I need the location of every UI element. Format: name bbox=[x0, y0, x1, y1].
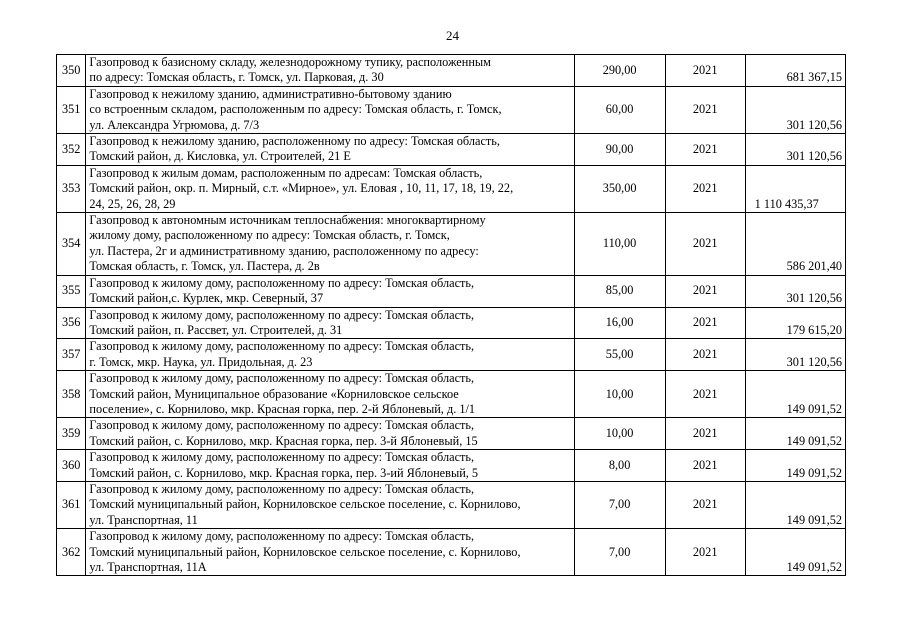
description-line: поселение», с. Корнилово, мкр. Красная горка, пер. 2-й Яблоневый, д. 1/1 bbox=[89, 401, 476, 416]
row-number: 354 bbox=[57, 213, 86, 276]
length-value: 7,00 bbox=[574, 529, 665, 576]
registry-table bbox=[56, 54, 846, 576]
description-line: Газопровод к жилому дому, расположенному по адресу: Томская область, bbox=[89, 481, 475, 496]
description-line: Томский район, с. Корнилово, мкр. Красная горка, пер. 3-й Яблоневый, 15 bbox=[89, 433, 478, 448]
year-value: 2021 bbox=[665, 55, 745, 87]
object-description bbox=[86, 213, 574, 276]
year-value: 2021 bbox=[665, 529, 745, 576]
description-line: Газопровод к нежилому зданию, административно-бытовому зданию bbox=[89, 86, 452, 101]
description-line: ул. Пастера, 2г и административному зданию, расположенному по адресу: bbox=[89, 243, 479, 258]
length-value: 90,00 bbox=[574, 134, 665, 166]
row-number: 362 bbox=[57, 529, 86, 576]
description-line: Газопровод к жилому дому, расположенному по адресу: Томская область, bbox=[89, 339, 475, 354]
object-description bbox=[86, 307, 574, 339]
row-number: 358 bbox=[57, 371, 86, 418]
length-value: 290,00 bbox=[574, 55, 665, 87]
registry-table-body bbox=[57, 55, 846, 576]
description-line: Томский муниципальный район, Корниловское сельское поселение, с. Корнилово, bbox=[89, 544, 521, 559]
page-number: 24 bbox=[446, 28, 459, 43]
row-number: 351 bbox=[57, 86, 86, 133]
length-value: 110,00 bbox=[574, 213, 665, 276]
year-value: 2021 bbox=[665, 418, 745, 450]
year-value: 2021 bbox=[665, 86, 745, 133]
description-line: Газопровод к жилому дому, расположенному по адресу: Томская область, bbox=[89, 529, 475, 544]
year-value: 2021 bbox=[665, 134, 745, 166]
year-value: 2021 bbox=[665, 213, 745, 276]
description-line: со встроенным складом, расположенным по адресу: Томская область, г. Томск, bbox=[89, 102, 502, 117]
cost-value: 149 091,52 bbox=[745, 450, 845, 482]
description-line: ул. Транспортная, 11А bbox=[89, 560, 207, 574]
row-number: 357 bbox=[57, 339, 86, 371]
length-value: 10,00 bbox=[574, 418, 665, 450]
cost-value: 301 120,56 bbox=[745, 86, 845, 133]
object-description bbox=[86, 275, 574, 307]
cost-value: 179 615,20 bbox=[745, 307, 845, 339]
length-value: 55,00 bbox=[574, 339, 665, 371]
table-row bbox=[57, 213, 846, 276]
object-description bbox=[86, 529, 574, 576]
description-line: Томский район, Муниципальное образование «Корниловское сельское bbox=[89, 386, 459, 401]
cost-value: 301 120,56 bbox=[745, 339, 845, 371]
cost-value: 149 091,52 bbox=[745, 529, 845, 576]
table-row bbox=[57, 55, 846, 87]
description-line: Газопровод к автономным источникам теплоснабжения: многоквартирному bbox=[89, 213, 486, 228]
length-value: 7,00 bbox=[574, 481, 665, 528]
length-value: 85,00 bbox=[574, 275, 665, 307]
description-line: 24, 25, 26, 28, 29 bbox=[89, 196, 176, 211]
description-line: Томский район, окр. п. Мирный, с.т. «Мирное», ул. Еловая , 10, 11, 17, 18, 19, 22, bbox=[89, 181, 514, 196]
description-line: по адресу: Томская область, г. Томск, ул. Парковая, д. 30 bbox=[89, 70, 384, 85]
cost-value: 301 120,56 bbox=[745, 275, 845, 307]
object-description bbox=[86, 55, 574, 87]
cost-value: 149 091,52 bbox=[745, 418, 845, 450]
description-line: Томский район, с. Корнилово, мкр. Красная горка, пер. 3-ий Яблоневый, 5 bbox=[89, 465, 479, 480]
row-number: 360 bbox=[57, 450, 86, 482]
description-line: Томский район, д. Кисловка, ул. Строителей, 21 Е bbox=[89, 149, 351, 164]
description-line: Газопровод к базисному складу, железнодорожному тупику, расположенным bbox=[89, 55, 491, 69]
year-value: 2021 bbox=[665, 450, 745, 482]
object-description bbox=[86, 371, 574, 418]
object-description bbox=[86, 339, 574, 371]
table-row bbox=[57, 339, 846, 371]
year-value: 2021 bbox=[665, 275, 745, 307]
cost-value: 149 091,52 bbox=[745, 371, 845, 418]
description-line: Томский район, п. Рассвет, ул. Строителей, д. 31 bbox=[89, 322, 343, 337]
year-value: 2021 bbox=[665, 307, 745, 339]
description-line: Газопровод к жилому дому, расположенному по адресу: Томская область, bbox=[89, 275, 475, 290]
table-row bbox=[57, 307, 846, 339]
object-description bbox=[86, 134, 574, 166]
object-description bbox=[86, 86, 574, 133]
table-row bbox=[57, 165, 846, 212]
length-value: 350,00 bbox=[574, 165, 665, 212]
table-row bbox=[57, 481, 846, 528]
year-value: 2021 bbox=[665, 481, 745, 528]
cost-value: 681 367,15 bbox=[745, 55, 845, 87]
row-number: 359 bbox=[57, 418, 86, 450]
table-row bbox=[57, 275, 846, 307]
description-line: Томская область, г. Томск, ул. Пастера, д. 2в bbox=[89, 259, 320, 274]
year-value: 2021 bbox=[665, 165, 745, 212]
description-line: Газопровод к жилому дому, расположенному по адресу: Томская область, bbox=[89, 371, 475, 386]
object-description bbox=[86, 450, 574, 482]
description-line: жилому дому, расположенному по адресу: Томская область, г. Томск, bbox=[89, 228, 450, 243]
year-value: 2021 bbox=[665, 371, 745, 418]
row-number: 350 bbox=[57, 55, 86, 87]
table-row bbox=[57, 450, 846, 482]
description-line: ул. Александра Угрюмова, д. 7/3 bbox=[89, 117, 260, 132]
cost-value: 149 091,52 bbox=[745, 481, 845, 528]
row-number: 352 bbox=[57, 134, 86, 166]
table-row bbox=[57, 529, 846, 576]
row-number: 356 bbox=[57, 307, 86, 339]
description-line: Томский район,с. Курлек, мкр. Северный, 37 bbox=[89, 291, 324, 306]
length-value: 8,00 bbox=[574, 450, 665, 482]
description-line: Газопровод к жилым домам, расположенным по адресам: Томская область, bbox=[89, 165, 483, 180]
row-number: 353 bbox=[57, 165, 86, 212]
cost-value: 301 120,56 bbox=[745, 134, 845, 166]
cost-value: 586 201,40 bbox=[745, 213, 845, 276]
row-number: 361 bbox=[57, 481, 86, 528]
length-value: 60,00 bbox=[574, 86, 665, 133]
length-value: 10,00 bbox=[574, 371, 665, 418]
description-line: Газопровод к нежилому зданию, расположенному по адресу: Томская область, bbox=[89, 134, 500, 149]
description-line: Газопровод к жилому дому, расположенному по адресу: Томская область, bbox=[89, 418, 475, 433]
object-description bbox=[86, 418, 574, 450]
table-row bbox=[57, 134, 846, 166]
description-line: Газопровод к жилому дому, расположенному по адресу: Томская область, bbox=[89, 450, 475, 465]
table-row bbox=[57, 371, 846, 418]
row-number: 355 bbox=[57, 275, 86, 307]
object-description bbox=[86, 481, 574, 528]
cost-value: 1 110 435,37 bbox=[745, 165, 845, 212]
length-value: 16,00 bbox=[574, 307, 665, 339]
object-description bbox=[86, 165, 574, 212]
description-line: Томский муниципальный район, Корниловское сельское поселение, с. Корнилово, bbox=[89, 497, 521, 512]
description-line: ул. Транспортная, 11 bbox=[89, 512, 198, 527]
table-row bbox=[57, 86, 846, 133]
description-line: Газопровод к жилому дому, расположенному по адресу: Томская область, bbox=[89, 307, 475, 322]
table-row bbox=[57, 418, 846, 450]
description-line: г. Томск, мкр. Наука, ул. Придольная, д. 23 bbox=[89, 354, 313, 369]
year-value: 2021 bbox=[665, 339, 745, 371]
